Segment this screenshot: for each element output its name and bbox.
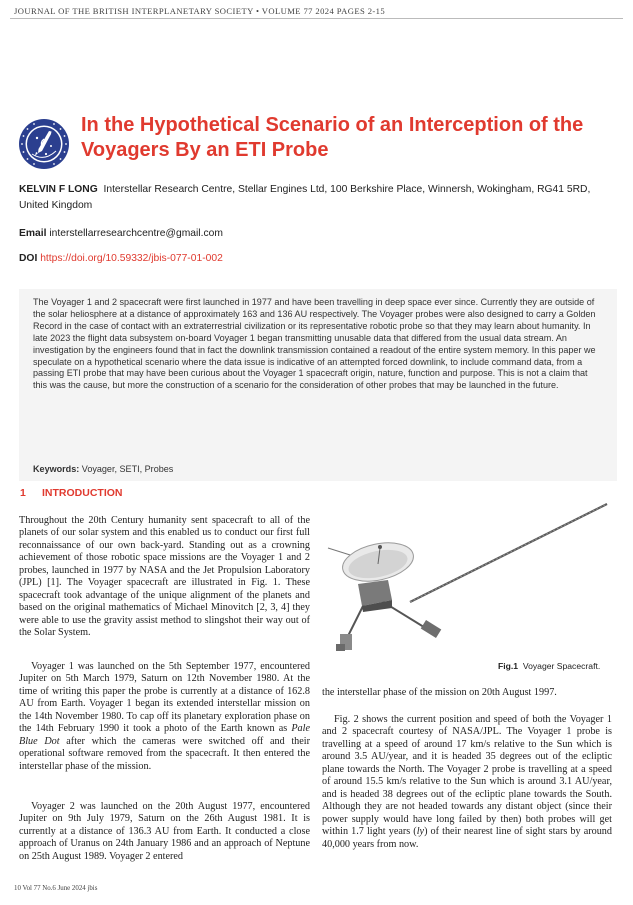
abstract-text: The Voyager 1 and 2 spacecraft were first launched in 1977 and have been travelling in deep space ever since. Currently they are outside of the solar heliosphere at a distance of approximately 163 and 136 AU respectively. The Voyager probes were also designed to carry a Golden Record in the case of contact with an extraterrestrial civilization or its representative robotic probe so that they may learn about humanity. In late 2023 the flight data subsystem on-board Voyager 1 began transmitting unusable data that differed from the usual data stream. An investigation by the engineers found that in fact the downlink transmission contained a readout of the entire system memory. In this paper we speculate on a hypothetical scenario where the data issue is indicative of an attempted forced downlink, to include command data, from a passing ETI probe that may have been curious about the Voyager 1 spacecraft origin, nature, function and purpose. This is not a claim that this was the cause, but more the construction of a scenario for the consideration of other probes that may be launched in the future. [33, 297, 596, 391]
running-head: JOURNAL OF THE BRITISH INTERPLANETARY SOCIETY • VOLUME 77 2024 PAGES 2-15 [14, 6, 386, 16]
rtg-unit [421, 620, 442, 638]
body-paragraph-1: Throughout the 20th Century humanity sent spacecraft to all of the planets of our solar system and this enabled us to conduct our first full reconnaissance of our own back-yard. Standing out as a crowning achievement of those robotic space missions are the Voyager 1 and 2 probes, launched in 1977 by NASA and the Jet Propulsion Laboratory (JPL) [1]. The Voyager spacecraft are illustrated in Fig. 1. These spacecraft took advantage of the unique alignment of the planets and based on the original mathematics of Michael Minovitch [2, 3, 4] they were able to use the gravity assist method to slingshot their way out of the Solar System. [19, 515, 310, 639]
camera-unit [336, 644, 345, 651]
body-paragraph-2 [19, 661, 310, 773]
p5-italic: ly [416, 826, 425, 838]
section-heading [20, 487, 123, 499]
section-number: 1 [20, 487, 26, 499]
body-paragraph-4: the interstellar phase of the mission on 20th August 1997. [322, 687, 557, 698]
figure-label: Fig.1 [498, 661, 519, 671]
author-name: KELVIN F LONG [19, 184, 98, 195]
keywords [33, 464, 173, 474]
p5-text-a: Fig. 2 shows the current position and speed of both the Voyager 1 and 2 spacecraft courtesy of NASA/JPL. The Voyager 1 probe is travelling at a speed of around 17 km/s relative to the Sun which is around 3.5 AU/year, and it is headed 35 degrees out of the ecliptic plane towards the North. The Voyager 2 probe is travelling at a speed of around 15.5 km/s relative to the Sun which is around 3.1 AU/year, and is headed 38 degrees out of the ecliptic plane towards the South. Although they are not headed towards any distant object (since their power supply would have long failed by then) both probes will get within 1.7 light years ( [322, 714, 612, 838]
author-affiliation [19, 182, 614, 214]
keywords-label: Keywords: [33, 464, 80, 474]
body-paragraph-3: Voyager 2 was launched on the 20th August 1977, encountered Jupiter on 9th July 1979, Saturn on the 26th August 1981. It is currently at a distance of 136.3 AU from Earth. It conducted a close approach of Uranus on 24th January 1986 and an approach of Neptune on 25th August 1989. Voyager 2 entered [19, 801, 310, 862]
page-footer: 10 Vol 77 No.6 June 2024 jbis [14, 885, 98, 892]
header-divider [10, 18, 623, 19]
p2-text-a: Voyager 1 was launched on the 5th September 1977, encountered Jupiter on 5th March 1979, Saturn on 12th November 1980. At the time of writing this paper the probe is currently at a distance of 162.8 AU from Earth. Voyager 1 began its extended interstellar mission on the 14th November 1980. To cap off its planetary exploration phase on the 14th February 1990 it took a photo of the Earth known as [19, 661, 310, 735]
email-line [19, 228, 223, 239]
p2-text-b: after which the cameras were switched off and their operational software removed from the spacecraft. It then entered the interstellar phase of the mission. [19, 735, 311, 772]
paper-title: In the Hypothetical Scenario of an Interception of the Voyagers By an ETI Probe [81, 114, 584, 161]
figure-caption [498, 661, 600, 671]
p5-text-b: ) of their nearest line of sight stars by around 40,000 years from now. [322, 826, 612, 850]
affiliation: Interstellar Research Centre, Stellar Engines Ltd, 100 Berkshire Place, Winnersh, Wokingham, RG41 5RD, United Kingdom [19, 184, 591, 211]
bis-logo-icon [18, 118, 70, 170]
section-title: INTRODUCTION [42, 487, 123, 499]
figure-caption-text: Voyager Spacecraft. [522, 661, 601, 671]
body-paragraph-5 [322, 714, 612, 851]
p2-italic: Pale Blue Dot [19, 723, 310, 747]
keywords-text: Voyager, SETI, Probes [81, 464, 174, 474]
doi-label: DOI [19, 253, 38, 264]
doi-link[interactable]: https://doi.org/10.59332/jbis-077-01-002 [40, 253, 223, 264]
email-label: Email [19, 228, 47, 239]
email-address[interactable]: interstellarresearchcentre@gmail.com [49, 228, 223, 239]
antenna-feed [378, 545, 382, 549]
voyager-spacecraft-figure [322, 500, 617, 670]
doi-line [19, 253, 223, 264]
